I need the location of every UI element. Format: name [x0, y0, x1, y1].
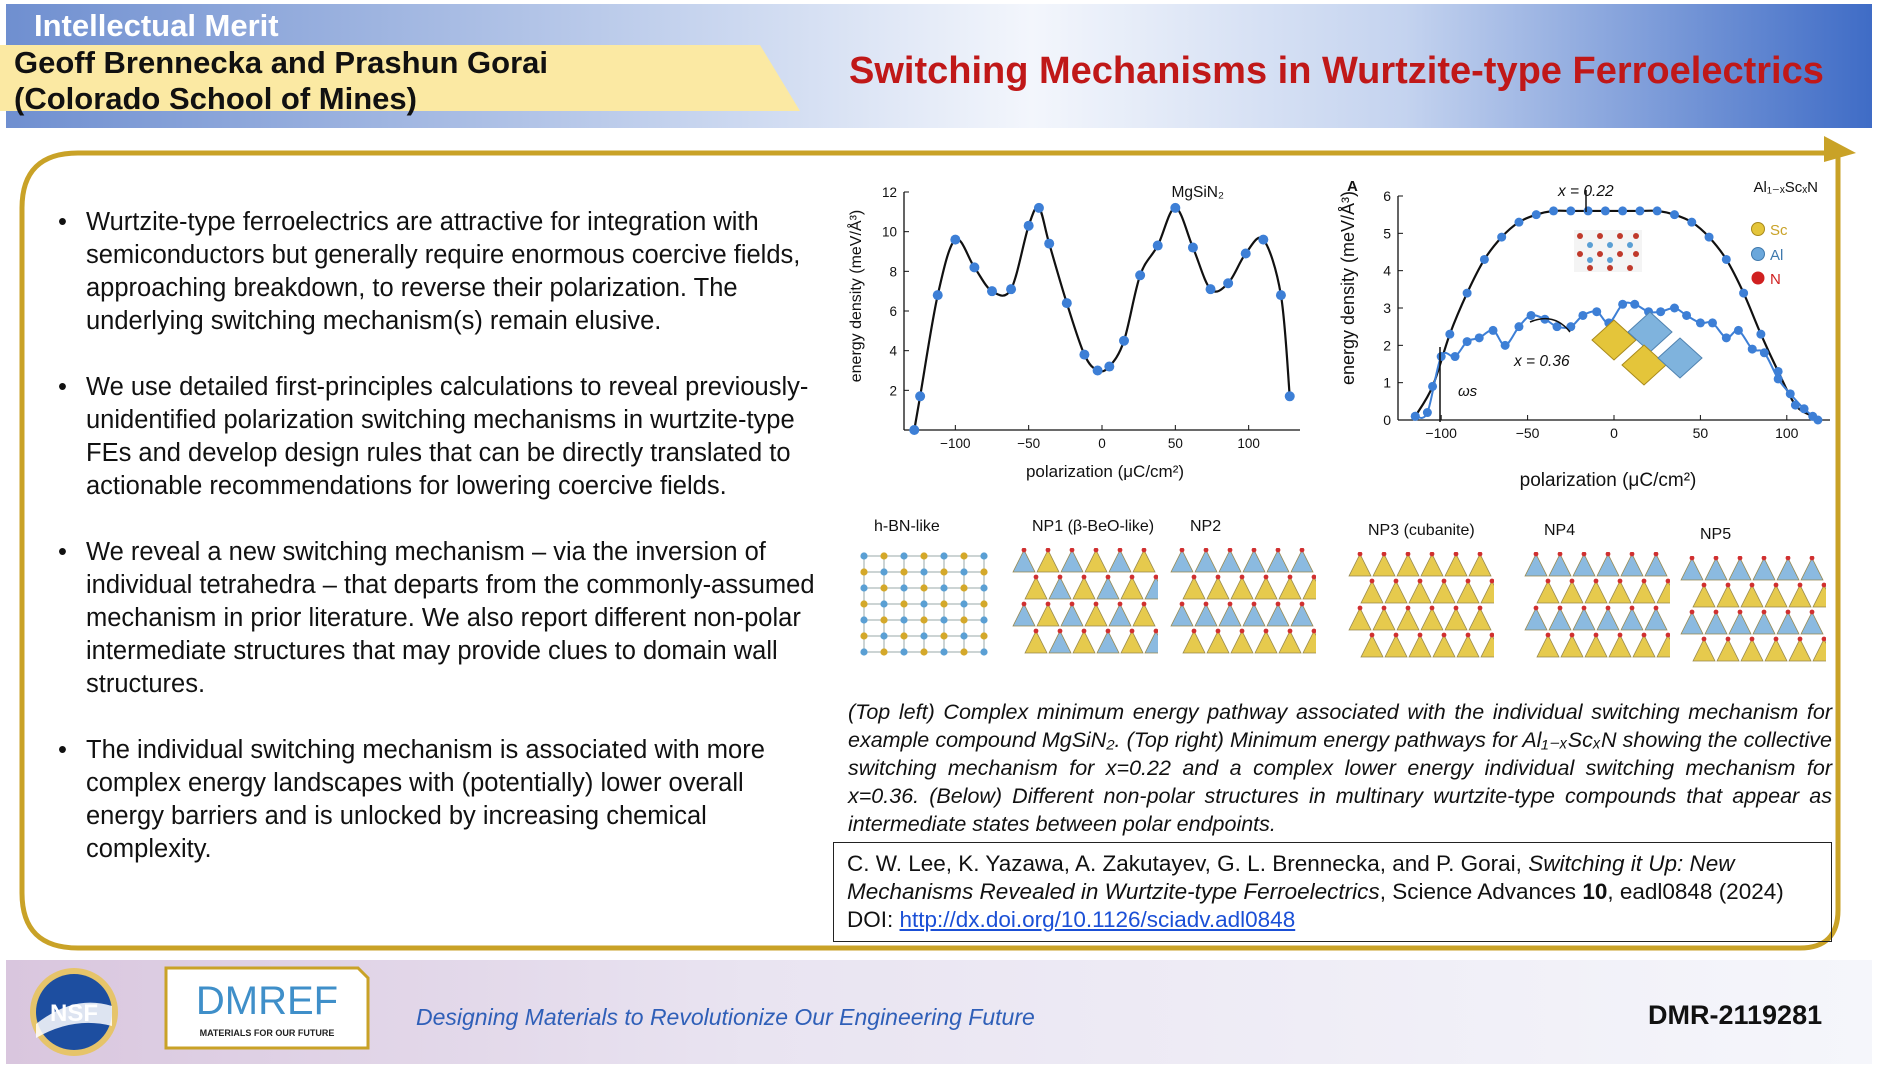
authors-names: Geoff Brennecka and Prashun Gorai	[14, 45, 549, 80]
nsf-logo	[28, 966, 120, 1058]
data-point	[1670, 210, 1679, 219]
data-point	[1223, 278, 1233, 288]
section-label: Intellectual Merit	[34, 8, 279, 43]
data-point	[1722, 255, 1731, 264]
data-point	[1206, 284, 1216, 294]
structure-label: NP3 (cubanite)	[1368, 522, 1475, 539]
y-tick-label: 12	[881, 185, 897, 200]
structure-image	[854, 548, 1000, 660]
data-point	[1153, 241, 1163, 251]
x-tick-label: −100	[1425, 425, 1457, 441]
data-point	[1463, 289, 1472, 298]
y-tick-label: 4	[889, 343, 897, 359]
data-point	[1592, 307, 1601, 316]
data-point	[1656, 307, 1665, 316]
data-point	[1527, 311, 1536, 320]
structure-label: NP1 (β-BeO-like)	[1032, 518, 1155, 535]
bullet-list	[58, 206, 818, 899]
data-point	[1734, 326, 1743, 335]
structure-image	[1348, 552, 1494, 664]
data-point	[1739, 289, 1748, 298]
legend	[1752, 222, 1789, 288]
figure-caption: (Top left) Complex minimum energy pathway associated with the individual switching mechanism for example compound MgSiN₂. (Top right) Minimum energy pathways for Al₁₋ₓScₓN showing the collective switching mechanism for x=0.22 and a complex lower energy individual switching mechanism for x=0.36. (Below) Different non-polar structures in multinary wurtzite-type compounds that appear as intermediate states between polar endpoints.	[848, 700, 1832, 836]
data-point	[1062, 298, 1072, 308]
data-point	[1708, 318, 1717, 327]
data-point	[1044, 239, 1054, 249]
data-point	[1584, 206, 1593, 215]
data-point	[1756, 330, 1765, 339]
data-point	[1635, 206, 1644, 215]
data-point	[1104, 362, 1114, 372]
data-point	[1423, 408, 1432, 417]
data-point	[1006, 284, 1016, 294]
structure-image	[1170, 548, 1316, 660]
data-point	[1119, 336, 1129, 346]
y-axis-label: energy density (meV/Å³)	[1338, 190, 1358, 386]
y-tick-label: 4	[1383, 262, 1391, 279]
data-point	[915, 391, 925, 401]
svg-text:NSF: NSF	[50, 1000, 98, 1027]
slide-title: Switching Mechanisms in Wurtzite-type Ferroelectrics	[849, 50, 1824, 92]
structure-image	[1680, 556, 1826, 668]
series-line	[914, 207, 1289, 430]
doi-label: DOI:	[847, 907, 900, 932]
citation-volume: 10	[1582, 879, 1608, 904]
data-point	[1411, 412, 1420, 421]
data-point	[1549, 206, 1558, 215]
bullet-item: • We use detailed first-principles calculations to reveal previously-unidentified polarization switching mechanisms in wurtzite-type FEs and develop design rules that can be directly translated to actionable recommendations for lowering coercive fields.	[58, 371, 818, 503]
footer-tagline: Designing Materials to Revolutionize Our Engineering Future	[416, 1004, 1035, 1030]
data-point	[1682, 311, 1691, 320]
data-point	[1791, 401, 1800, 410]
y-tick-label: 5	[1383, 225, 1391, 242]
data-point	[1748, 345, 1757, 354]
data-point	[1445, 330, 1454, 339]
svg-text:DMREF: DMREF	[195, 979, 339, 1023]
data-point	[1578, 311, 1587, 320]
x-tick-label: 50	[1167, 436, 1183, 451]
chart-mgsin2	[840, 180, 1320, 490]
bullet-item: • Wurtzite-type ferroelectrics are attractive for integration with semiconductors but generally require enormous coercive fields, approaching breakdown, to reverse their polarization. The underlying switching mechanism(s) remain elusive.	[58, 206, 818, 338]
citation-box	[833, 842, 1832, 942]
data-point	[1497, 233, 1506, 242]
x-tick-label: 100	[1237, 436, 1260, 451]
chart-axes	[904, 192, 1300, 430]
data-point	[1170, 203, 1180, 213]
x-tick-label: −50	[1017, 436, 1041, 451]
frame-arrow	[1824, 136, 1856, 162]
authors-affiliation: (Colorado School of Mines)	[14, 81, 417, 116]
data-point	[1813, 416, 1822, 425]
data-point	[1276, 290, 1286, 300]
x-tick-label: 100	[1775, 425, 1799, 441]
data-point	[1135, 270, 1145, 280]
data-point	[1670, 304, 1679, 313]
data-point	[1630, 300, 1639, 309]
bullet-item: • The individual switching mechanism is associated with more complex energy landscapes with (potentially) lower overall energy barriers and is unlocked by increasing chemical complexity.	[58, 734, 818, 866]
legend-sc: Sc	[1770, 222, 1788, 239]
data-point	[1618, 300, 1627, 309]
structure-label: NP5	[1700, 526, 1732, 543]
data-point	[1514, 218, 1523, 227]
y-tick-label: 0	[1383, 412, 1391, 428]
data-point	[1501, 341, 1510, 350]
annotation-x022: x = 0.22	[1558, 183, 1614, 200]
y-tick-label: 2	[889, 383, 897, 399]
panel-label: A	[1347, 178, 1358, 195]
data-point	[1760, 348, 1769, 357]
data-point	[1241, 248, 1251, 258]
data-point	[1188, 243, 1198, 253]
y-tick-label: 2	[1383, 337, 1391, 354]
structure-label: h-BN-like	[874, 518, 940, 535]
data-point	[1800, 404, 1809, 413]
data-point	[909, 425, 919, 435]
x-tick-label: −100	[940, 436, 971, 451]
data-point	[1451, 352, 1460, 361]
data-point	[1463, 337, 1472, 346]
data-point	[1601, 206, 1610, 215]
y-tick-label: 6	[889, 304, 897, 319]
annotation-arrow	[1530, 319, 1570, 332]
citation-authors: C. W. Lee, K. Yazawa, A. Zakutayev, G. L. Brennecka, and P. Gorai,	[847, 851, 1529, 876]
series-line-x036	[1415, 303, 1818, 420]
citation-pages: , eadl0848 (2024)	[1607, 879, 1784, 904]
data-point	[1618, 206, 1627, 215]
chart-title: MgSiN₂	[1171, 184, 1224, 201]
data-point	[1653, 206, 1662, 215]
data-point	[1258, 235, 1268, 245]
x-axis-label: polarization (μC/cm²)	[1519, 470, 1697, 491]
chart-alscn	[1334, 172, 1850, 494]
doi-link[interactable]: http://dx.doi.org/10.1126/sciadv.adl0848	[899, 907, 1296, 932]
structure-image	[1012, 548, 1158, 660]
y-tick-label: 8	[889, 264, 897, 280]
data-point	[1489, 326, 1498, 335]
bullet-item: • We reveal a new switching mechanism – via the inversion of individual tetrahedra – that departs from the commonly-assumed mechanism in prior literature. We also report different non-polar intermediate structures that may provide clues to domain wall structures.	[58, 536, 818, 701]
svg-text:MATERIALS FOR OUR FUTURE: MATERIALS FOR OUR FUTURE	[199, 1028, 335, 1038]
data-point	[1480, 255, 1489, 264]
data-point	[1437, 352, 1446, 361]
structure-label: NP2	[1190, 518, 1222, 535]
data-point	[933, 290, 943, 300]
structure-image	[1524, 552, 1670, 664]
data-point	[1475, 333, 1484, 342]
structure-label: NP4	[1544, 522, 1576, 539]
data-point	[1034, 203, 1044, 213]
citation-journal: , Science Advances	[1379, 879, 1583, 904]
data-point	[1532, 210, 1541, 219]
data-point	[969, 262, 979, 272]
data-point	[1428, 382, 1437, 391]
data-point	[1566, 206, 1575, 215]
y-tick-label: 10	[881, 224, 897, 240]
annotation-omega: ωs	[1458, 383, 1478, 400]
legend-n: N	[1770, 271, 1781, 288]
y-axis-label: energy density (meV/Å³)	[848, 209, 865, 383]
dmref-logo	[162, 962, 372, 1054]
data-point	[1786, 389, 1795, 398]
crystal-inset-x022	[1574, 230, 1642, 272]
data-point	[1285, 391, 1295, 401]
chart-title: Al₁₋ₓScₓN	[1753, 179, 1818, 196]
award-number: DMR-2119281	[1648, 1000, 1823, 1030]
data-point	[987, 286, 997, 296]
data-point	[1079, 350, 1089, 360]
data-point	[1687, 218, 1696, 227]
data-point	[1696, 318, 1705, 327]
x-axis-label: polarization (μC/cm²)	[1025, 462, 1185, 481]
data-point	[1705, 233, 1714, 242]
data-point	[950, 235, 960, 245]
annotation-x036: x = 0.36	[1514, 353, 1570, 370]
x-tick-label: 0	[1098, 436, 1106, 451]
data-point	[1722, 333, 1731, 342]
legend-al: Al	[1770, 247, 1784, 264]
citation-title: Switching it Up: New Mechanisms Revealed in Wurtzite-type Ferroelectrics	[847, 851, 1735, 904]
y-tick-label: 1	[1383, 374, 1391, 391]
y-tick-label: 3	[1383, 300, 1391, 316]
data-point	[1514, 322, 1523, 331]
data-point	[1774, 374, 1783, 383]
x-tick-label: 50	[1692, 425, 1709, 441]
y-tick-label: 6	[1383, 188, 1391, 204]
data-point	[1024, 221, 1034, 231]
x-tick-label: 0	[1610, 425, 1618, 441]
x-tick-label: −50	[1515, 425, 1540, 441]
data-point	[1093, 366, 1103, 376]
